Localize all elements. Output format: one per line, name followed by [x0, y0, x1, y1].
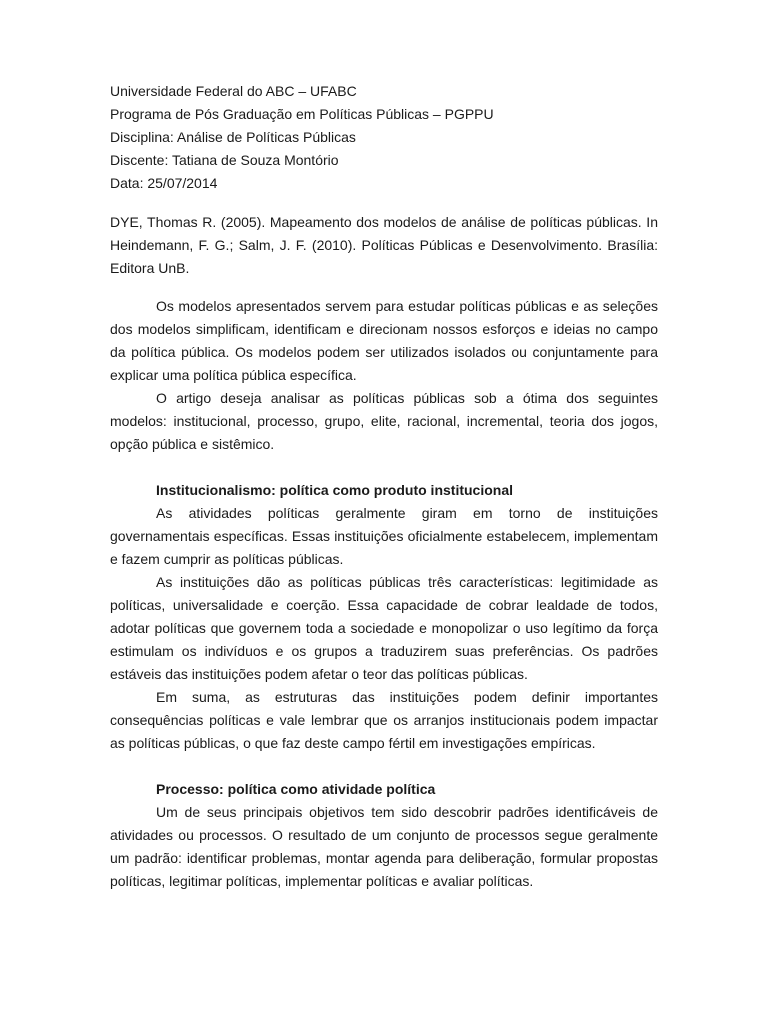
header-program: Programa de Pós Graduação em Políticas Públicas – PGPPU [110, 106, 494, 122]
section-paragraph: Um de seus principais objetivos tem sido descobrir padrões identificáveis de atividades ou processos. O resultado de um conjunto de processos segue geralmente um padrão: identificar problemas, montar agenda para deliberação, formular propostas políticas, legitimar políticas, implementar políticas e avaliar políticas. [110, 804, 658, 889]
section-paragraph: As atividades políticas geralmente giram em torno de instituições governamentais específicas. Essas instituições oficialmente estabelecem, implementam e fazem cumprir as políticas públicas. [110, 505, 658, 567]
header-student: Discente: Tatiana de Souza Montório [110, 152, 339, 168]
intro-paragraph: O artigo deseja analisar as políticas públicas sob a ótima dos seguintes modelos: institucional, processo, grupo, elite, racional, incremental, teoria dos jogos, opção pública e sistêmico. [110, 390, 658, 452]
section-heading: Institucionalismo: política como produto institucional [156, 482, 514, 498]
header-university: Universidade Federal do ABC – UFABC [110, 83, 357, 99]
header-date: Data: 25/07/2014 [110, 175, 218, 191]
intro-paragraph: Os modelos apresentados servem para estudar políticas públicas e as seleções dos modelos simplificam, identificam e direcionam nossos esforços e ideias no campo da política pública. Os modelos podem ser utilizados isolados ou conjuntamente para explicar uma política pública específica. [110, 298, 658, 383]
section-processo [110, 778, 658, 893]
section-paragraph: As instituições dão as políticas públicas três características: legitimidade as políticas, universalidade e coerção. Essa capacidade de cobrar lealdade de todos, adotar políticas que governem toda a sociedade e monopolizar o uso legítimo da força estimulam os indivíduos e os grupos a traduzirem suas preferências. Os padrões estáveis das instituições podem afetar o teor das políticas públicas. [110, 574, 658, 682]
bibliographic-reference: DYE, Thomas R. (2005). Mapeamento dos modelos de análise de políticas públicas. In Heindemann, F. G.; Salm, J. F. (2010). Políticas Públicas e Desenvolvimento. Brasília: Editora UnB. [110, 214, 658, 276]
header-discipline: Disciplina: Análise de Políticas Públicas [110, 129, 356, 145]
document-body [110, 80, 658, 893]
section-paragraph: Em suma, as estruturas das instituições podem definir importantes consequências políticas e vale lembrar que os arranjos institucionais podem impactar as políticas públicas, o que faz deste campo fértil em investigações empíricas. [110, 689, 658, 751]
section-institucionalismo [110, 479, 658, 755]
section-heading: Processo: política como atividade política [156, 781, 436, 797]
document-header [110, 80, 658, 195]
